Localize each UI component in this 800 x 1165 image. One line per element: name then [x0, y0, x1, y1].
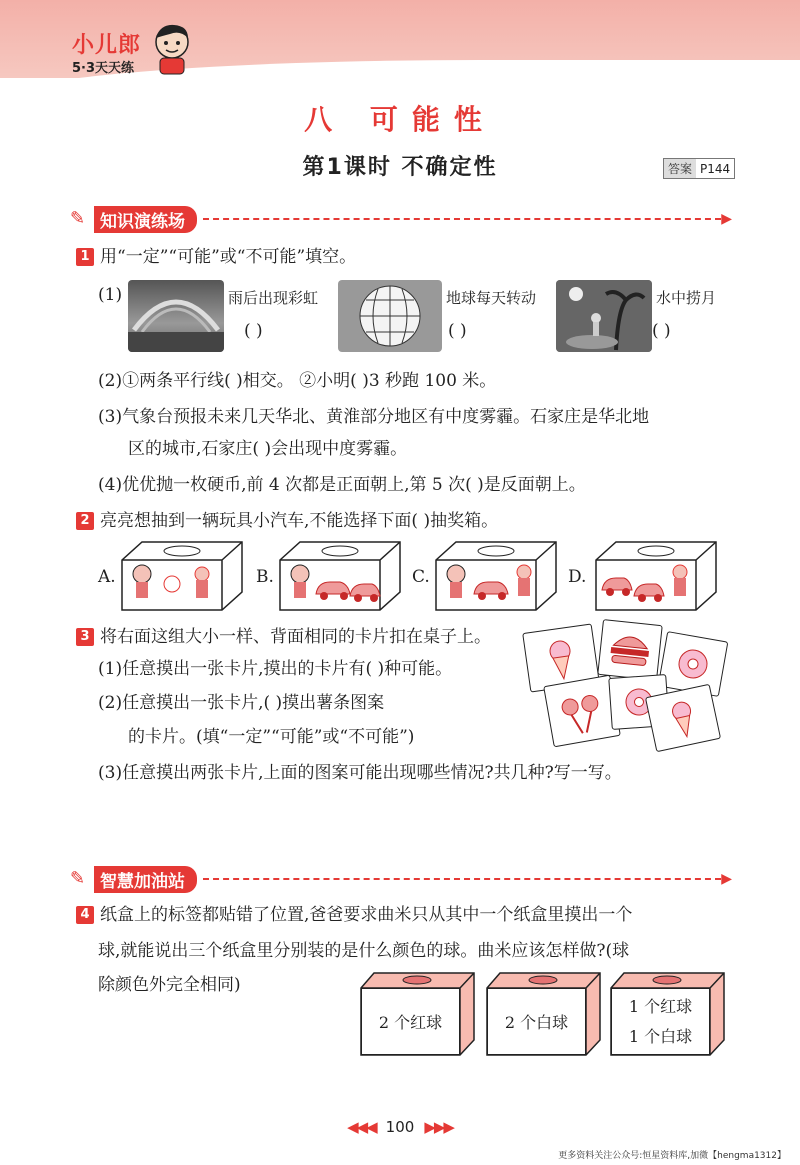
- q1-item2: 地球每天转动: [446, 289, 537, 307]
- q1-blank2[interactable]: ( ): [448, 321, 467, 341]
- lottery-box-d: [594, 540, 718, 612]
- arrow-right-icon: ▶: [721, 211, 732, 227]
- q3-p1: (1)任意摸出一张卡片,摸出的卡片有( )种可能。: [98, 659, 453, 679]
- q1-number: 1: [76, 248, 94, 266]
- box2-text: 2 个白球: [504, 1013, 569, 1032]
- box3-text-b: 1 个白球: [628, 1026, 693, 1046]
- card-hamburger: [597, 619, 663, 681]
- q2-text: 亮亮想抽到一辆玩具小汽车,不能选择下面( )抽奖箱。: [100, 511, 499, 531]
- rainbow-image: [128, 280, 224, 352]
- box3-text-a: 1 个红球: [628, 996, 693, 1016]
- chapter-title: 八 可能性: [304, 103, 496, 136]
- page-number: 100: [385, 1118, 415, 1136]
- footer-note: 更多资料关注公众号:恒星资料库,加微【hengma1312】: [558, 1151, 786, 1161]
- card-icecream-2: [645, 684, 721, 752]
- paper-box-3: [610, 972, 725, 1056]
- section-title: 智慧加油站: [94, 866, 197, 893]
- pencil-icon: ✎: [70, 208, 86, 229]
- q1-item1: 雨后出现彩虹: [228, 289, 319, 307]
- q1-blank1[interactable]: ( ): [244, 321, 263, 341]
- q4-line2: 球,就能说出三个纸盒里分别装的是什么颜色的球。曲米应该怎样做?(球: [98, 941, 630, 961]
- q3-text: 将右面这组大小一样、背面相同的卡片扣在桌子上。: [100, 627, 491, 647]
- q1-text: 用“一定”“可能”或“不可能”填空。: [100, 247, 357, 267]
- page-footer: [0, 1118, 800, 1136]
- q2-option-d: D.: [568, 567, 587, 587]
- q3-p2a: (2)任意摸出一张卡片,( )摸出薯条图案: [98, 693, 385, 713]
- q4-line1: [76, 902, 632, 928]
- paper-box-2: [486, 972, 601, 1056]
- q2-option-c: C.: [412, 567, 430, 587]
- answer-ref: [663, 158, 735, 179]
- q2-option-a: A.: [98, 567, 116, 587]
- q1-prompt: [76, 244, 356, 270]
- box1-text: 2 个红球: [378, 1013, 443, 1032]
- q1-p1-label: (1): [98, 285, 123, 305]
- box-label-2: [487, 988, 586, 1055]
- q3-prompt: [76, 624, 491, 650]
- page-arrows-right: ▶▶▶: [424, 1118, 453, 1136]
- page-arrows-left: ◀◀◀: [347, 1118, 376, 1136]
- brand-logo: [72, 28, 141, 76]
- mascot-icon: [150, 22, 194, 76]
- moon-water-image: [556, 280, 652, 352]
- q1-p4: (4)优优抛一枚硬币,前 4 次都是正面朝上,第 5 次( )是反面朝上。: [98, 475, 586, 495]
- section-header-practice: [70, 208, 732, 230]
- lottery-box-b: [278, 540, 402, 612]
- q3-p3: (3)任意摸出两张卡片,上面的图案可能出现哪些情况?共几种?写一写。: [98, 763, 622, 783]
- dashed-divider: [203, 218, 721, 220]
- logo-line1: 小儿郎: [72, 33, 142, 58]
- dashed-divider: [203, 878, 721, 880]
- q3-number: 3: [76, 628, 94, 646]
- q4-line3: 除颜色外完全相同): [98, 975, 241, 995]
- paper-box-1: [360, 972, 475, 1056]
- pencil-icon: ✎: [70, 868, 86, 889]
- section-header-challenge: [70, 868, 732, 890]
- logo-line2: 5·3天天练: [72, 61, 135, 76]
- section-title: 知识演练场: [94, 206, 197, 233]
- answer-label: 答案: [664, 159, 696, 178]
- q1-blank3[interactable]: ( ): [652, 321, 671, 341]
- q4-number: 4: [76, 906, 94, 924]
- lesson-title: 第1课时 不确定性: [302, 155, 498, 180]
- q2-prompt: [76, 508, 498, 534]
- answer-page: P144: [700, 162, 731, 176]
- lottery-box-c: [434, 540, 558, 612]
- q1-p2: (2)①两条平行线( )相交。 ②小明( )3 秒跑 100 米。: [98, 371, 497, 391]
- q4-text1: 纸盒上的标签都贴错了位置,爸爸要求曲米只从其中一个纸盒里摸出一个: [100, 905, 633, 925]
- box-label-1: [361, 988, 460, 1055]
- q3-p2b: 的卡片。(填“一定”“可能”或“不可能”): [128, 727, 415, 747]
- box-label-3: [611, 988, 710, 1055]
- q2-number: 2: [76, 512, 94, 530]
- q1-p3b: 区的城市,石家庄( )会出现中度雾霾。: [128, 439, 408, 459]
- q2-option-b: B.: [256, 567, 274, 587]
- arrow-right-icon: ▶: [721, 871, 732, 887]
- q1-p3a: (3)气象台预报未来几天华北、黄淮部分地区有中度雾霾。石家庄是华北地: [98, 407, 650, 427]
- q1-item3: 水中捞月: [656, 289, 717, 307]
- globe-image: [338, 280, 442, 352]
- lottery-box-a: [120, 540, 244, 612]
